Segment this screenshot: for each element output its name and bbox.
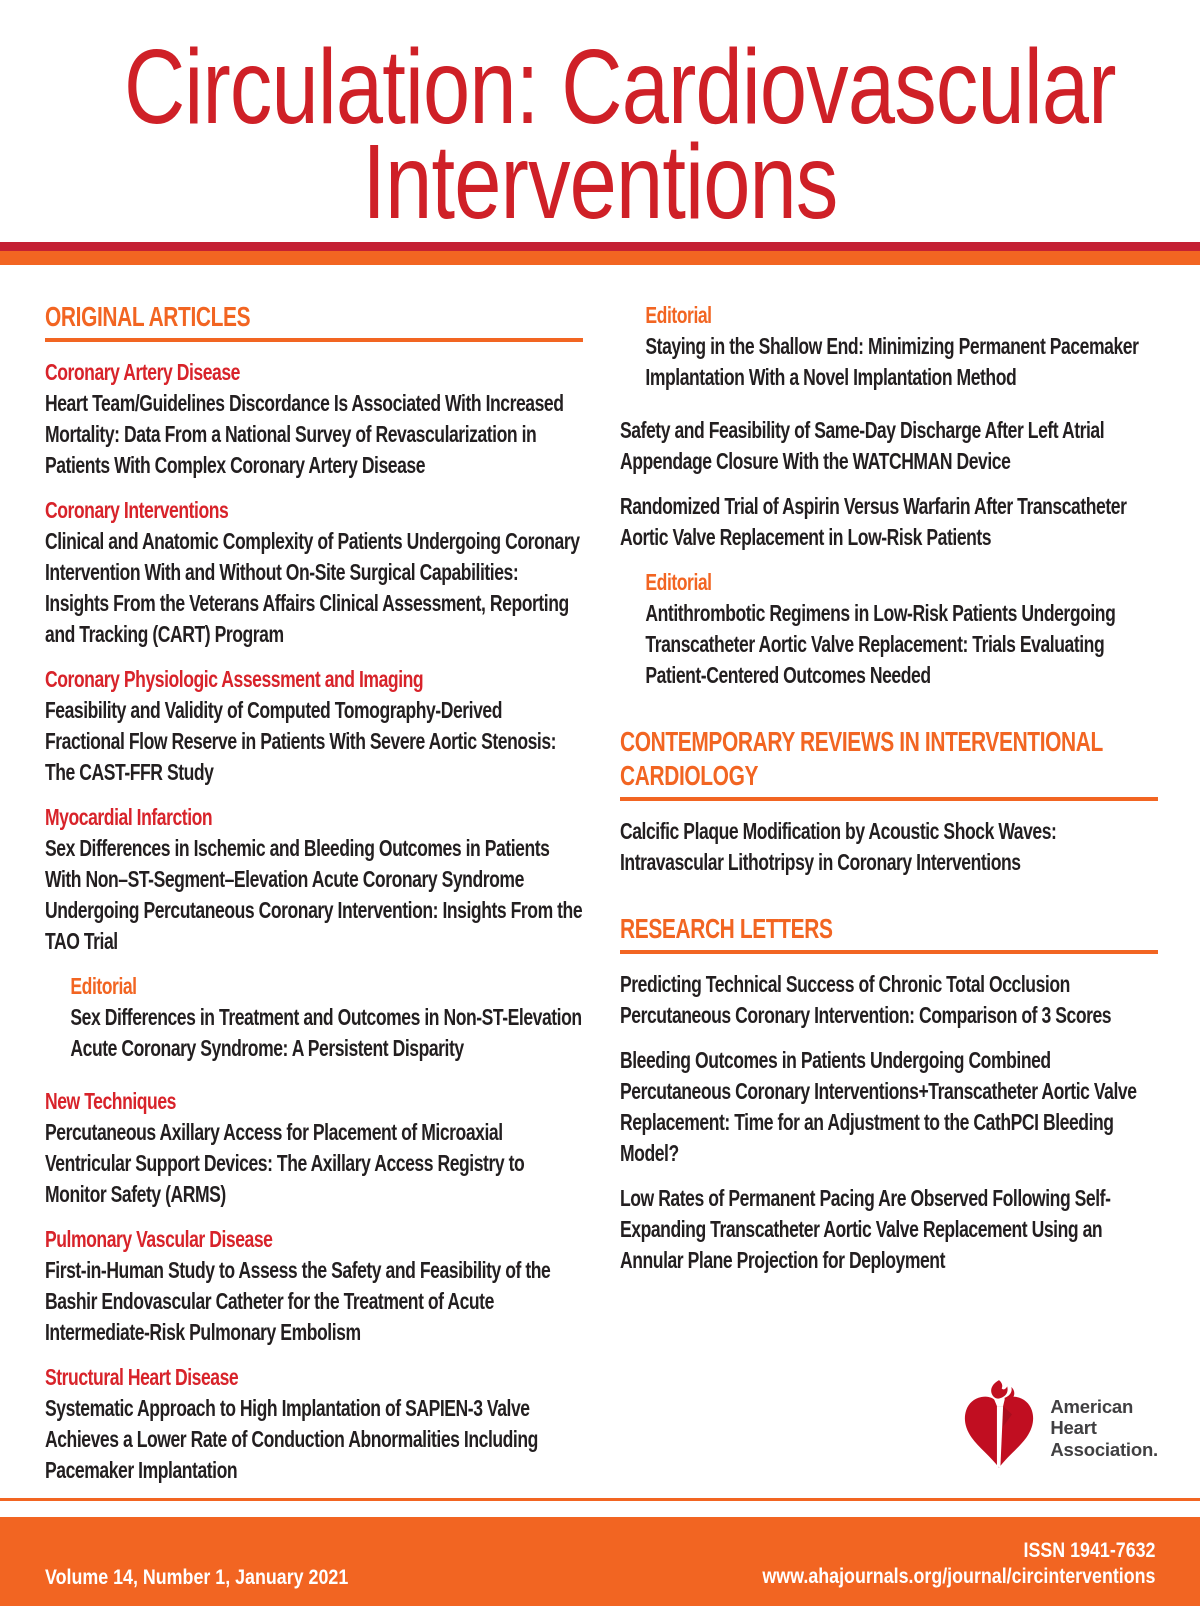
- toc-right-column: [620, 300, 1158, 1500]
- toc-article: [45, 1362, 583, 1486]
- toc-article: [45, 664, 583, 788]
- article-category: Coronary Interventions: [45, 497, 229, 523]
- article-title: Low Rates of Permanent Pacing Are Observed Following Self-Expanding Transcatheter Aortic Valve Replacement Using an Annular Plane Projection for Deployment: [620, 1185, 1111, 1273]
- editorial-label: Editorial: [645, 569, 712, 595]
- toc-left-column-inner: [45, 300, 583, 1486]
- aha-logo-line3: Association.: [1050, 1438, 1158, 1460]
- toc-article: [45, 1224, 583, 1348]
- toc-article: [620, 1183, 1158, 1276]
- article-title: Sex Differences in Treatment and Outcomes in Non-ST-Elevation Acute Coronary Syndrome: A Persistent Disparity: [70, 1004, 582, 1061]
- journal-title-line2: Interventions: [362, 123, 838, 241]
- toc-editorial: [620, 300, 1158, 393]
- toc-article: [45, 357, 583, 481]
- aha-heart-torch-icon: [958, 1372, 1040, 1484]
- article-category: Pulmonary Vascular Disease: [45, 1226, 273, 1252]
- article-category: Coronary Physiologic Assessment and Imaging: [45, 666, 424, 692]
- toc-editorial: [45, 971, 583, 1064]
- footer-journal-url: www.ahajournals.org/journal/circinterventions: [761, 1565, 1155, 1588]
- toc-article: [45, 802, 583, 957]
- article-title: Antithrombotic Regimens in Low-Risk Patients Undergoing Transcatheter Aortic Valve Replacement: Trials Evaluating Patient-Centered Outcomes Needed: [645, 600, 1116, 688]
- article-title: Clinical and Anatomic Complexity of Patients Undergoing Coronary Intervention With and Without On-Site Surgical Capabilities: Insights From the Veterans Affairs Clinical Assessment, Reporting and Tracking (CART) Program: [45, 528, 580, 647]
- article-title: Safety and Feasibility of Same-Day Discharge After Left Atrial Appendage Closure With the WATCHMAN Device: [620, 417, 1105, 474]
- footer-thin-rule: [0, 1498, 1200, 1501]
- journal-title-line1: Circulation: Cardiovascular: [123, 28, 1116, 146]
- masthead-rules: [0, 242, 1200, 265]
- toc-right-column-inner: [620, 300, 1158, 1276]
- article-title: Sex Differences in Ischemic and Bleeding Outcomes in Patients With Non–ST-Segment–Elevation Acute Coronary Syndrome Undergoing Percutaneous Coronary Intervention: Insights From the TAO Trial: [45, 835, 583, 954]
- article-title: Systematic Approach to High Implantation of SAPIEN-3 Valve Achieves a Lower Rate of Conduction Abnormalities Including Pacemaker Implantation: [45, 1395, 538, 1483]
- article-title: Feasibility and Validity of Computed Tomography-Derived Fractional Flow Reserve in Patients With Severe Aortic Stenosis: The CAST-FFR Study: [45, 697, 557, 785]
- article-title: Bleeding Outcomes in Patients Undergoing Combined Percutaneous Coronary Interventions+Transcatheter Aortic Valve Replacement: Time for an Adjustment to the CathPCI Bleeding Model?: [620, 1047, 1137, 1166]
- toc-article: [45, 1086, 583, 1210]
- editorial-label: Editorial: [70, 973, 137, 999]
- toc-article: [620, 415, 1158, 477]
- aha-logo: [958, 1372, 1158, 1484]
- journal-masthead: [0, 0, 1200, 241]
- aha-logo-line1: American: [1050, 1395, 1134, 1417]
- journal-title: [0, 28, 1200, 241]
- article-category: Structural Heart Disease: [45, 1364, 239, 1390]
- footer-bar: [0, 1517, 1200, 1606]
- article-category: New Techniques: [45, 1088, 176, 1114]
- aha-logo-line2: Heart: [1050, 1417, 1097, 1439]
- toc-editorial: [620, 567, 1158, 691]
- red-rule: [0, 242, 1200, 251]
- section-header-research-letters: RESEARCH LETTERS: [620, 912, 1158, 954]
- toc-article: [620, 1045, 1158, 1169]
- table-of-contents: [0, 265, 1200, 1500]
- footer-right-block: [762, 1538, 1155, 1590]
- article-category: Myocardial Infarction: [45, 804, 213, 830]
- article-title: Staying in the Shallow End: Minimizing Permanent Pacemaker Implantation With a Novel Implantation Method: [645, 333, 1139, 390]
- footer-issn: ISSN 1941-7632: [1023, 1539, 1155, 1562]
- section-header-contemporary-reviews-in-interventional-c: CONTEMPORARY REVIEWS IN INTERVENTIONAL CARDIOLOGY: [620, 725, 1158, 801]
- toc-article: [620, 969, 1158, 1031]
- aha-logo-wordmark: [1050, 1396, 1158, 1461]
- article-title: Randomized Trial of Aspirin Versus Warfarin After Transcatheter Aortic Valve Replacement in Low-Risk Patients: [620, 493, 1127, 550]
- toc-article: [45, 495, 583, 650]
- orange-rule: [0, 251, 1200, 265]
- article-title: First-in-Human Study to Assess the Safety and Feasibility of the Bashir Endovascular Catheter for the Treatment of Acute Intermediate-Risk Pulmonary Embolism: [45, 1257, 551, 1345]
- toc-left-column: [45, 300, 583, 1500]
- article-title: Heart Team/Guidelines Discordance Is Associated With Increased Mortality: Data From a National Survey of Revascularization in Patients With Complex Coronary Artery Disease: [45, 390, 564, 478]
- toc-article: [620, 491, 1158, 553]
- footer-volume-info: Volume 14, Number 1, January 2021: [45, 1566, 349, 1589]
- article-title: Percutaneous Axillary Access for Placement of Microaxial Ventricular Support Devices: The Axillary Access Registry to Monitor Safety (ARMS): [45, 1119, 525, 1207]
- article-title: Calcific Plaque Modification by Acoustic Shock Waves: Intravascular Lithotripsy in Coronary Interventions: [620, 818, 1057, 875]
- section-header-original-articles: ORIGINAL ARTICLES: [45, 300, 583, 342]
- article-title: Predicting Technical Success of Chronic Total Occlusion Percutaneous Coronary Intervention: Comparison of 3 Scores: [620, 971, 1112, 1028]
- toc-article: [620, 816, 1158, 878]
- editorial-label: Editorial: [645, 302, 712, 328]
- article-category: Coronary Artery Disease: [45, 359, 240, 385]
